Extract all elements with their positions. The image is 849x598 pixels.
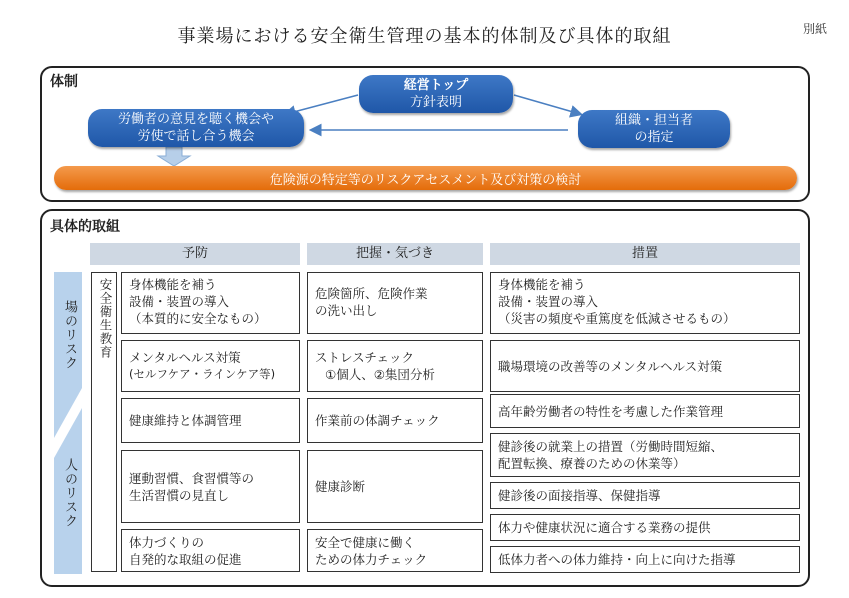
- risk-assessment-bar: 危険源の特定等のリスクアセスメント及び対策の検討: [54, 166, 797, 190]
- management-top-node: [359, 75, 513, 113]
- management-top-sub: 方針表明: [409, 95, 462, 110]
- measures-item: 健診後の面接指導、保健指導: [490, 482, 800, 509]
- system-label: 体制: [50, 74, 78, 90]
- person-risk-label: 人のリスク: [62, 458, 77, 528]
- awareness-item: 作業前の体調チェック: [307, 398, 483, 443]
- measures-item: 職場環境の改善等のメンタルヘルス対策: [490, 340, 800, 392]
- awareness-item: 危険箇所、危険作業 の洗い出し: [307, 272, 483, 334]
- down-arrow-icon: [158, 147, 190, 166]
- annex-label: 別紙: [802, 22, 827, 36]
- worker-opinion-node: [88, 109, 304, 147]
- prevention-item: メンタルヘルス対策 (セルフケア・ラインケア等): [121, 340, 300, 392]
- worker-opinion-line1: 労働者の意見を聴く機会や: [117, 112, 274, 127]
- organization-line1: 組織・担当者: [614, 113, 693, 128]
- management-top-title: 経営トップ: [403, 78, 469, 93]
- column-header-prevention: 予防: [90, 243, 300, 265]
- prevention-item: 身体機能を補う 設備・装置の導入 （本質的に安全なもの）: [121, 272, 300, 334]
- awareness-item: 安全で健康に働く ための体力チェック: [307, 529, 483, 572]
- column-header-awareness: 把握・気づき: [307, 243, 483, 265]
- column-header-measures: 措置: [490, 243, 800, 265]
- awareness-item: 健康診断: [307, 450, 483, 523]
- worker-opinion-line2: 労使で話し合う機会: [137, 129, 255, 144]
- prevention-item: 運動習慣、食習慣等の 生活習慣の見直し: [121, 450, 300, 523]
- measures-item: 健診後の就業上の措置（労働時間短縮、 配置転換、療養のための休業等）: [490, 433, 800, 477]
- organization-line2: の指定: [634, 130, 674, 145]
- measures-item: 体力や健康状況に適合する業務の提供: [490, 514, 800, 541]
- organization-node: [578, 110, 730, 148]
- workplace-risk-label: 場のリスク: [62, 300, 77, 370]
- education-label: 安全衛生教育: [98, 278, 113, 359]
- prevention-item: 健康維持と体調管理: [121, 398, 300, 443]
- prevention-item: 体力づくりの 自発的な取組の促進: [121, 529, 300, 572]
- measures-item: 低体力者への体力維持・向上に向けた指導: [490, 546, 800, 573]
- initiatives-label: 具体的取組: [50, 219, 120, 235]
- page-title: 事業場における安全衛生管理の基本的体制及び具体的取組: [177, 26, 672, 47]
- arrow-top-to-right: [514, 95, 580, 114]
- measures-item: 身体機能を補う 設備・装置の導入 （災害の頻度や重篤度を低減させるもの）: [490, 272, 800, 334]
- awareness-item: ストレスチェック ①個人、②集団分析: [307, 340, 483, 392]
- measures-item: 高年齢労働者の特性を考慮した作業管理: [490, 394, 800, 428]
